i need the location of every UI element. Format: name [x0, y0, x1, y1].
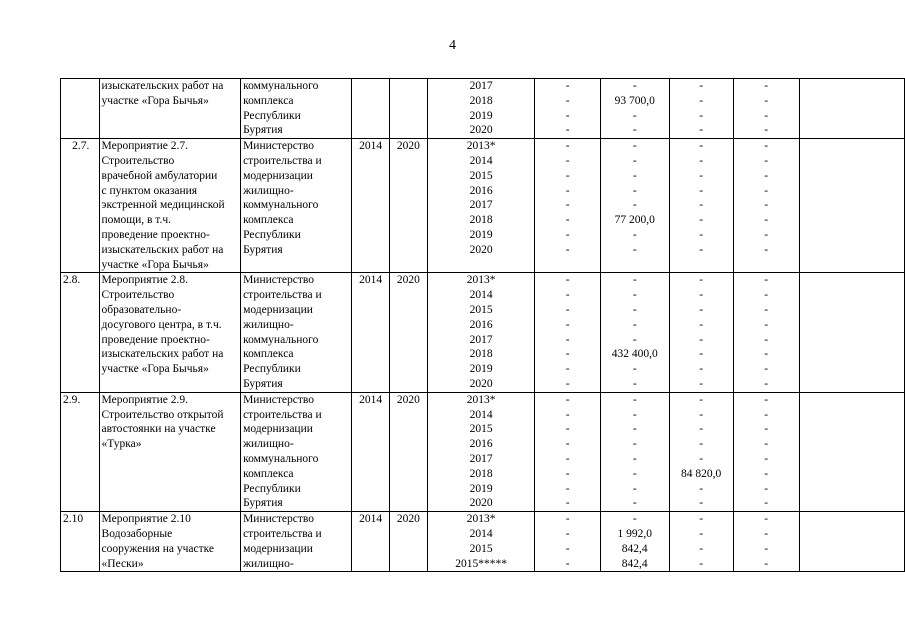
cell-line: - [632, 423, 637, 436]
cell-line: Бурятия [243, 243, 283, 256]
start-year-cell [352, 139, 390, 273]
cell-line: «Пески» [101, 557, 144, 570]
cell-line: 2016 [469, 438, 493, 451]
cell-line: 2013* [466, 274, 496, 287]
funding-year-cell [427, 139, 535, 273]
funding-value-cell [600, 139, 669, 273]
cell-line: - [699, 393, 704, 406]
cell-line: - [699, 363, 704, 376]
cell-line: модернизации [243, 423, 313, 436]
funding-value-cell [600, 79, 669, 139]
cell-line: 2020 [396, 393, 420, 406]
funding-value-cell [733, 79, 799, 139]
cell-line: Бурятия [243, 497, 283, 510]
cell-line: - [764, 228, 769, 241]
empty-cell [799, 79, 904, 139]
cell-line: - [565, 80, 570, 92]
cell-line: 2.10 [63, 513, 84, 526]
cell-line: - [764, 513, 769, 526]
cell-line: 2017 [469, 199, 493, 212]
start-year-cell [352, 392, 390, 511]
cell-line: Республики [243, 228, 301, 241]
cell-line: - [764, 184, 769, 197]
measure-name-cell [99, 273, 241, 392]
cell-line: 2020 [469, 124, 493, 137]
measure-name-cell [99, 392, 241, 511]
cell-line: 2020 [469, 243, 493, 256]
cell-line: строительства и [243, 527, 322, 540]
cell-line: 2018 [469, 214, 493, 227]
empty-cell [799, 139, 904, 273]
cell-line: - [764, 94, 769, 107]
measure-name-cell [99, 79, 241, 139]
cell-line: - [632, 289, 637, 302]
cell-line: - [699, 333, 704, 346]
cell-line: - [699, 527, 704, 540]
cell-line: - [565, 228, 570, 241]
cell-line: - [632, 140, 637, 153]
cell-line: 2015***** [455, 557, 507, 570]
funding-value-cell [535, 273, 600, 392]
cell-line: - [565, 542, 570, 555]
cell-line: - [565, 438, 570, 451]
cell-line: - [699, 303, 704, 316]
cell-line: 2013* [466, 513, 496, 526]
cell-line: образовательно- [101, 303, 182, 316]
cell-line: - [764, 109, 769, 122]
cell-line: - [764, 542, 769, 555]
cell-line: автостоянки на участке [101, 423, 216, 436]
cell-line: - [764, 154, 769, 167]
cell-line: проведение проектно- [101, 228, 210, 241]
cell-line: - [565, 243, 570, 256]
cell-line: Министерство [243, 274, 314, 287]
cell-line: 2.9. [63, 393, 81, 406]
responsible-executor-cell [241, 512, 352, 572]
cell-line: - [565, 348, 570, 361]
cell-line: комплекса [243, 467, 294, 480]
cell-line: 2.7. [72, 140, 90, 153]
cell-line: 2015 [469, 169, 493, 182]
cell-line: - [565, 124, 570, 137]
cell-line: строительства и [243, 154, 322, 167]
cell-line: - [699, 109, 704, 122]
measure-name-cell [99, 512, 241, 572]
funding-value-cell [669, 79, 733, 139]
cell-line: - [632, 199, 637, 212]
cell-line: проведение проектно- [101, 333, 210, 346]
empty-cell [799, 273, 904, 392]
cell-line: - [565, 318, 570, 331]
cell-line: Бурятия [243, 124, 283, 137]
cell-line: - [699, 169, 704, 182]
cell-line: врачебной амбулатории [101, 169, 218, 182]
cell-line: Республики [243, 363, 301, 376]
cell-line: - [632, 124, 637, 137]
cell-line: 842,4 [621, 557, 648, 570]
cell-line: коммунального [243, 333, 319, 346]
cell-line [352, 79, 389, 94]
start-year-cell [352, 79, 390, 139]
cell-line: - [764, 303, 769, 316]
cell-line: - [565, 303, 570, 316]
cell-line: - [764, 243, 769, 256]
cell-line: жилищно- [243, 318, 294, 331]
cell-line: Бурятия [243, 377, 283, 390]
measure-name-cell [99, 139, 241, 273]
cell-line: 2014 [469, 154, 493, 167]
cell-line: - [764, 348, 769, 361]
cell-line: 2014 [469, 408, 493, 421]
cell-line: 2014 [469, 289, 493, 302]
cell-line: модернизации [243, 542, 313, 555]
cell-line: комплекса [243, 214, 294, 227]
cell-line: Мероприятие 2.9. [101, 393, 188, 406]
cell-line: Мероприятие 2.7. [101, 140, 188, 153]
cell-line: - [565, 423, 570, 436]
cell-line: 2014 [359, 513, 383, 526]
cell-line [390, 79, 427, 94]
cell-line: - [764, 363, 769, 376]
cell-line: - [565, 482, 570, 495]
funding-value-cell [535, 392, 600, 511]
cell-line: - [699, 497, 704, 510]
cell-line: Строительство открытой [101, 408, 224, 421]
responsible-executor-cell [241, 139, 352, 273]
cell-line: - [764, 214, 769, 227]
cell-line: - [764, 377, 769, 390]
cell-line: - [764, 423, 769, 436]
cell-line: - [565, 557, 570, 570]
funding-value-cell [669, 512, 733, 572]
cell-line: - [699, 452, 704, 465]
cell-line: - [632, 377, 637, 390]
cell-line: - [632, 513, 637, 526]
cell-line: жилищно- [243, 557, 294, 570]
cell-line: - [565, 154, 570, 167]
cell-line: - [764, 124, 769, 137]
cell-line: Мероприятие 2.10 [101, 513, 191, 526]
cell-line: помощи, в т.ч. [101, 214, 172, 227]
cell-line: 432 400,0 [611, 348, 658, 361]
cell-line: - [565, 94, 570, 107]
table-row [61, 392, 905, 511]
cell-line: 2017 [469, 333, 493, 346]
cell-line: Министерство [243, 140, 314, 153]
cell-line: - [632, 452, 637, 465]
cell-line: - [764, 140, 769, 153]
cell-line: - [699, 243, 704, 256]
cell-line: Водозаборные [101, 527, 173, 540]
funding-year-cell [427, 512, 535, 572]
cell-line: Строительство [101, 289, 175, 302]
cell-line: - [565, 377, 570, 390]
cell-line: - [699, 513, 704, 526]
cell-line: участке «Гора Бычья» [101, 94, 209, 107]
start-year-cell [352, 512, 390, 572]
cell-line: 2.8. [63, 274, 81, 287]
cell-line: комплекса [243, 348, 294, 361]
cell-line: участке «Гора Бычья» [101, 363, 209, 376]
end-year-cell [389, 79, 427, 139]
end-year-cell [389, 512, 427, 572]
cell-line: - [699, 140, 704, 153]
cell-line: модернизации [243, 303, 313, 316]
cell-line: - [764, 333, 769, 346]
responsible-executor-cell [241, 79, 352, 139]
cell-line: - [699, 557, 704, 570]
funding-value-cell [733, 512, 799, 572]
row-number-cell [61, 512, 100, 572]
cell-line: Мероприятие 2.8. [101, 274, 188, 287]
cell-line: - [764, 497, 769, 510]
cell-line: изыскательских работ на [101, 243, 224, 256]
cell-line: - [632, 228, 637, 241]
funding-year-cell [427, 273, 535, 392]
funding-value-cell [669, 392, 733, 511]
cell-line: жилищно- [243, 184, 294, 197]
cell-line: 2018 [469, 94, 493, 107]
cell-line: - [632, 184, 637, 197]
cell-line: сооружения на участке [101, 542, 215, 555]
cell-line: 2015 [469, 303, 493, 316]
funding-value-cell [600, 392, 669, 511]
cell-line: - [565, 274, 570, 287]
cell-line: 1 992,0 [617, 527, 652, 540]
cell-line: - [565, 393, 570, 406]
cell-line: - [764, 318, 769, 331]
empty-cell [799, 512, 904, 572]
table-row [61, 512, 905, 572]
cell-line: - [699, 348, 704, 361]
cell-line: Республики [243, 109, 301, 122]
cell-line: - [632, 318, 637, 331]
cell-line: 2019 [469, 228, 493, 241]
funding-year-cell [427, 79, 535, 139]
cell-line: - [565, 497, 570, 510]
cell-line: - [565, 109, 570, 122]
cell-line: 2013* [466, 393, 496, 406]
cell-line: 842,4 [621, 542, 648, 555]
cell-line: - [699, 408, 704, 421]
cell-line: 2020 [396, 140, 420, 153]
cell-line: 2019 [469, 482, 493, 495]
cell-line: 2018 [469, 348, 493, 361]
cell-line: - [764, 80, 769, 92]
cell-line: - [565, 408, 570, 421]
cell-line: 2013* [466, 140, 496, 153]
measures-table [60, 78, 905, 572]
responsible-executor-cell [241, 273, 352, 392]
cell-line: - [699, 289, 704, 302]
cell-line: - [565, 140, 570, 153]
cell-line: - [632, 497, 637, 510]
cell-line: - [632, 303, 637, 316]
cell-line: Республики [243, 482, 301, 495]
cell-line: - [632, 482, 637, 495]
table-row [61, 79, 905, 139]
cell-line: 2016 [469, 184, 493, 197]
funding-value-cell [535, 512, 600, 572]
cell-line: 2014 [359, 140, 383, 153]
cell-line: - [699, 542, 704, 555]
cell-line: - [699, 124, 704, 137]
funding-value-cell [669, 139, 733, 273]
cell-line: - [565, 363, 570, 376]
cell-line: - [764, 393, 769, 406]
cell-line: - [764, 199, 769, 212]
row-number-cell [61, 139, 100, 273]
cell-line: строительства и [243, 289, 322, 302]
cell-line: - [764, 527, 769, 540]
cell-line: 2017 [469, 452, 493, 465]
table-row [61, 273, 905, 392]
cell-line: изыскательских работ на [101, 80, 224, 92]
cell-line: - [632, 109, 637, 122]
cell-line: 93 700,0 [614, 94, 655, 107]
cell-line: 2014 [359, 393, 383, 406]
cell-line: - [699, 80, 704, 92]
cell-line: - [764, 169, 769, 182]
cell-line: 2020 [469, 377, 493, 390]
funding-value-cell [535, 79, 600, 139]
cell-line: - [565, 333, 570, 346]
cell-line: - [764, 438, 769, 451]
cell-line: - [632, 363, 637, 376]
cell-line: - [764, 289, 769, 302]
row-number-cell [61, 273, 100, 392]
cell-line: 2018 [469, 467, 493, 480]
cell-line: - [699, 482, 704, 495]
funding-value-cell [733, 139, 799, 273]
cell-line: - [764, 557, 769, 570]
cell-line: 2015 [469, 423, 493, 436]
cell-line: досугового центра, в т.ч. [101, 318, 222, 331]
cell-line: 2020 [396, 513, 420, 526]
cell-line: 2020 [469, 497, 493, 510]
end-year-cell [389, 139, 427, 273]
funding-value-cell [600, 512, 669, 572]
cell-line: - [632, 80, 637, 92]
cell-line: - [699, 184, 704, 197]
cell-line: - [699, 318, 704, 331]
cell-line: - [632, 467, 637, 480]
cell-line: - [565, 467, 570, 480]
empty-cell [799, 392, 904, 511]
cell-line: 2016 [469, 318, 493, 331]
cell-line: - [632, 333, 637, 346]
cell-line: - [699, 274, 704, 287]
end-year-cell [389, 273, 427, 392]
start-year-cell [352, 273, 390, 392]
cell-line: - [764, 408, 769, 421]
cell-line: - [565, 527, 570, 540]
cell-line: - [632, 243, 637, 256]
funding-value-cell [669, 273, 733, 392]
cell-line: - [565, 513, 570, 526]
cell-line: 2014 [359, 274, 383, 287]
responsible-executor-cell [241, 392, 352, 511]
cell-line: 2019 [469, 363, 493, 376]
cell-line: - [699, 94, 704, 107]
cell-line: 2020 [396, 274, 420, 287]
row-number-cell [61, 79, 100, 139]
cell-line: - [632, 154, 637, 167]
cell-line: коммунального [243, 452, 319, 465]
funding-value-cell [600, 273, 669, 392]
funding-year-cell [427, 392, 535, 511]
cell-line: - [699, 377, 704, 390]
cell-line: - [565, 199, 570, 212]
cell-line: - [764, 274, 769, 287]
cell-line: - [699, 199, 704, 212]
cell-line: 2015 [469, 542, 493, 555]
funding-value-cell [733, 392, 799, 511]
page-number: 4 [449, 38, 456, 53]
cell-line: экстренной медицинской [101, 199, 225, 212]
cell-line: - [632, 408, 637, 421]
cell-line: Министерство [243, 513, 314, 526]
cell-line: - [632, 393, 637, 406]
cell-line: - [699, 154, 704, 167]
cell-line: 77 200,0 [614, 214, 655, 227]
cell-line: 2017 [469, 80, 493, 92]
cell-line: строительства и [243, 408, 322, 421]
cell-line: 2014 [469, 527, 493, 540]
cell-line: «Турка» [101, 438, 142, 451]
cell-line: - [632, 274, 637, 287]
cell-line [61, 79, 99, 94]
cell-line: - [764, 452, 769, 465]
cell-line: - [565, 169, 570, 182]
cell-line: 2019 [469, 109, 493, 122]
cell-line: изыскательских работ на [101, 348, 224, 361]
cell-line: модернизации [243, 169, 313, 182]
table-row [61, 139, 905, 273]
cell-line: комплекса [243, 94, 294, 107]
cell-line: - [699, 214, 704, 227]
cell-line: - [565, 452, 570, 465]
cell-line: с пунктом оказания [101, 184, 198, 197]
cell-line: - [632, 169, 637, 182]
cell-line: участке «Гора Бычья» [101, 258, 209, 271]
cell-line: - [699, 423, 704, 436]
row-number-cell [61, 392, 100, 511]
cell-line: - [764, 482, 769, 495]
cell-line: коммунального [243, 199, 319, 212]
cell-line: - [699, 228, 704, 241]
cell-line: - [632, 438, 637, 451]
funding-value-cell [733, 273, 799, 392]
cell-line: 84 820,0 [681, 467, 722, 480]
funding-value-cell [535, 139, 600, 273]
cell-line: Министерство [243, 393, 314, 406]
cell-line: коммунального [243, 80, 319, 92]
cell-line: - [699, 438, 704, 451]
cell-line: - [565, 184, 570, 197]
cell-line: - [565, 214, 570, 227]
cell-line: жилищно- [243, 438, 294, 451]
end-year-cell [389, 392, 427, 511]
cell-line: Строительство [101, 154, 175, 167]
cell-line: - [764, 467, 769, 480]
cell-line: - [565, 289, 570, 302]
